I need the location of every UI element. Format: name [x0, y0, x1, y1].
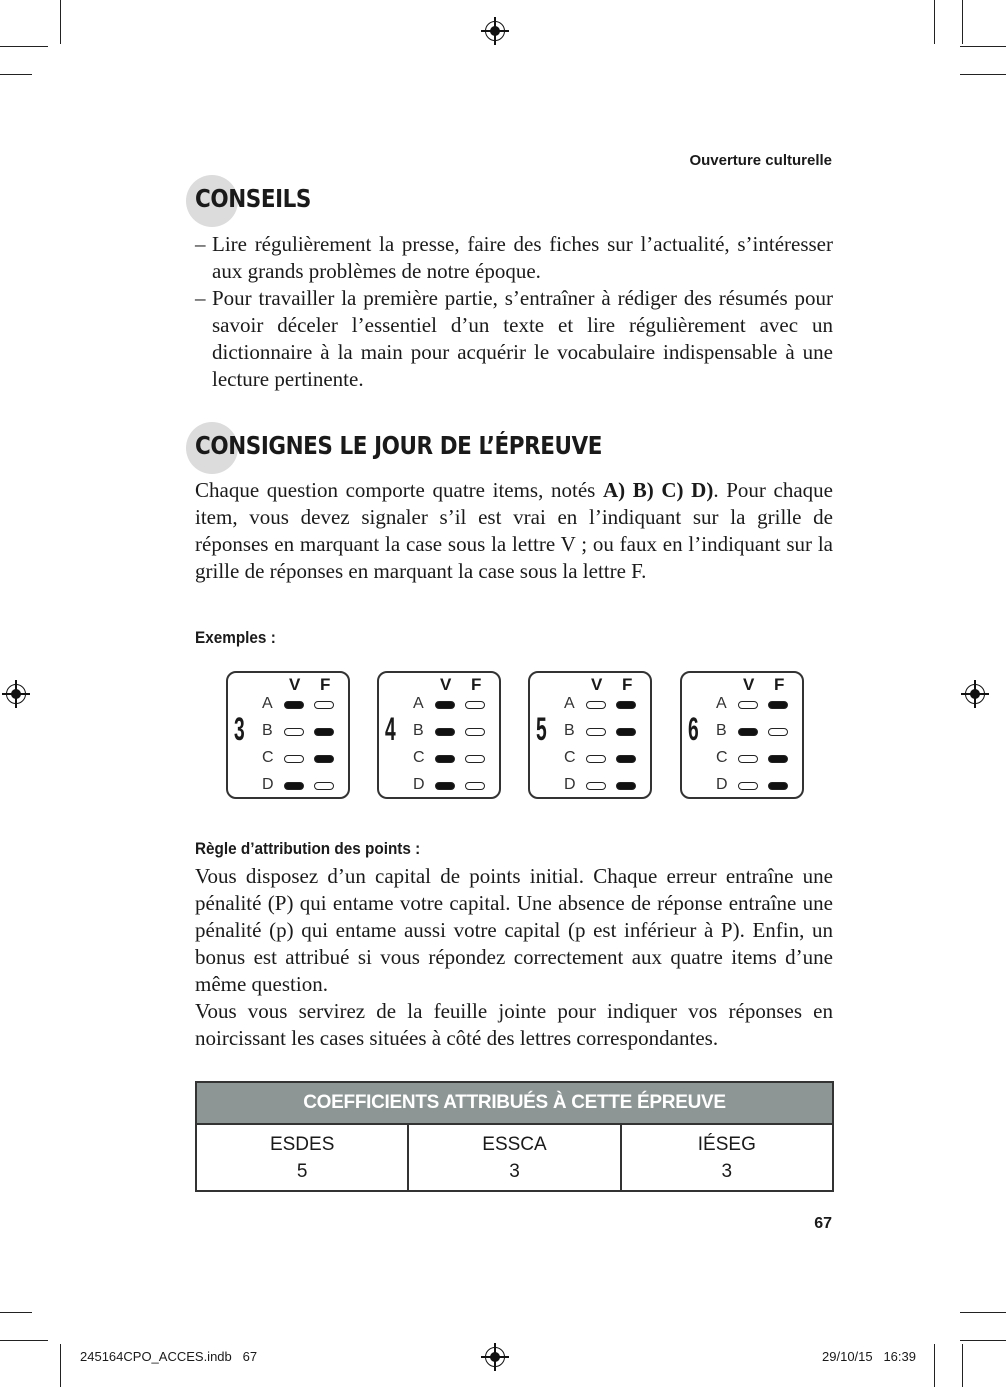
- page-number: 67: [814, 1215, 832, 1232]
- answer-oval-f: [314, 755, 334, 763]
- conseils-list: [195, 231, 833, 393]
- grid-row-letter: C: [564, 749, 576, 766]
- answer-oval-f: [616, 728, 636, 736]
- answer-oval-f: [616, 701, 636, 709]
- crop-mark: [960, 74, 1006, 75]
- answer-oval-v: [284, 782, 304, 790]
- answer-oval-v: [435, 728, 455, 736]
- grid-header-v: V: [743, 675, 755, 694]
- grid-row-letter: B: [564, 722, 575, 739]
- grid-row-letter: D: [716, 776, 728, 793]
- answer-oval-v: [586, 782, 606, 790]
- answer-oval-v: [586, 728, 606, 736]
- list-item: – Pour travailler la première partie, s’entraîner à rédiger des résumés pour savoir déceler l’essentiel d’un texte et lire régulièrement avec un dictionnaire à la main pour acquérir le vocabulaire indispensable à une lecture pertinente.: [195, 286, 833, 391]
- crop-mark: [934, 1344, 935, 1387]
- grid-header-f: F: [622, 675, 633, 694]
- crop-mark: [0, 1312, 32, 1313]
- crop-mark: [962, 1344, 963, 1387]
- footer-datetime: 29/10/15 16:39: [822, 1349, 916, 1364]
- list-item: – Lire régulièrement la presse, faire des fiches sur l’actualité, s’intéresser aux grands problèmes de notre époque.: [195, 232, 833, 283]
- grid-row-letter: D: [413, 776, 425, 793]
- grid-header-f: F: [774, 675, 785, 694]
- registration-mark-icon: [485, 21, 505, 41]
- answer-grid: [528, 671, 652, 799]
- regle-paragraph-2: Vous vous servirez de la feuille jointe pour indiquer vos réponses en noircissant les cases situées à côté des lettres correspondantes.: [195, 999, 833, 1050]
- answer-oval-v: [738, 755, 758, 763]
- grid-row-letter: C: [262, 749, 274, 766]
- registration-mark-icon: [6, 684, 26, 704]
- grid-row-letter: B: [262, 722, 273, 739]
- crop-mark: [0, 46, 48, 47]
- answer-grid: [377, 671, 501, 799]
- answer-oval-f: [768, 701, 788, 709]
- grid-header-v: V: [591, 675, 603, 694]
- answer-oval-v: [284, 755, 304, 763]
- answer-oval-v: [435, 701, 455, 709]
- answer-oval-v: [738, 701, 758, 709]
- answer-grid: [226, 671, 350, 799]
- registration-mark-icon: [965, 684, 985, 704]
- table-cell: IÉSEG 3: [621, 1124, 833, 1191]
- answer-oval-f: [616, 782, 636, 790]
- crop-mark: [60, 1344, 61, 1387]
- grid-row-letter: B: [413, 722, 424, 739]
- answer-oval-v: [435, 782, 455, 790]
- answer-grid: [680, 671, 804, 799]
- answer-oval-v: [586, 755, 606, 763]
- grid-row-letter: D: [564, 776, 576, 793]
- grid-question-number: 6: [688, 711, 699, 747]
- answer-oval-v: [435, 755, 455, 763]
- answer-oval-v: [586, 701, 606, 709]
- consignes-paragraph: Chaque question comporte quatre items, notés A) B) C) D). Pour chaque item, vous devez signaler s’il est vrai en l’indiquant sur la grille de réponses en marquant la case sous la lettre V ; ou faux en l’indiquant sur la grille de réponses en marquant la case sous la lettre F.: [195, 478, 833, 583]
- registration-mark-icon: [485, 1347, 505, 1367]
- regle-paragraph: Vous disposez d’un capital de points initial. Chaque erreur entraîne une pénalité (P) qui entame votre capital. Une absence de réponse entraîne une pénalité (p) qui entame aussi votre capital (p est inférieur à P). Enfin, un bonus est attribué si vous répondez correctement aux quatre items d’une même question.: [195, 864, 833, 996]
- answer-oval-v: [284, 728, 304, 736]
- answer-oval-f: [314, 782, 334, 790]
- regle-label: Règle d’attribution des points :: [195, 839, 421, 858]
- grid-header-v: V: [440, 675, 452, 694]
- grid-question-number: 3: [234, 711, 245, 747]
- consignes-title: CONSIGNES LE JOUR DE L’ÉPREUVE: [195, 431, 602, 460]
- answer-oval-f: [314, 701, 334, 709]
- answer-oval-v: [738, 728, 758, 736]
- answer-oval-f: [314, 728, 334, 736]
- answer-oval-f: [465, 701, 485, 709]
- grid-header-f: F: [320, 675, 331, 694]
- crop-mark: [934, 0, 935, 44]
- crop-mark: [960, 46, 1006, 47]
- answer-oval-f: [768, 755, 788, 763]
- exemples-label: Exemples :: [195, 628, 276, 647]
- grid-row-letter: C: [716, 749, 728, 766]
- answer-oval-f: [616, 755, 636, 763]
- table-cell: ESSCA 3: [408, 1124, 620, 1191]
- crop-mark: [960, 1340, 1006, 1341]
- grid-row-letter: A: [262, 695, 273, 712]
- grid-question-number: 5: [536, 711, 547, 747]
- grid-header-v: V: [289, 675, 301, 694]
- grid-row-letter: A: [564, 695, 575, 712]
- grid-row-letter: C: [413, 749, 425, 766]
- coefficients-table: [195, 1081, 834, 1192]
- grid-row-letter: B: [716, 722, 727, 739]
- grid-row-letter: D: [262, 776, 274, 793]
- crop-mark: [962, 0, 963, 44]
- running-header: Ouverture culturelle: [689, 152, 832, 169]
- crop-mark: [0, 74, 32, 75]
- grid-question-number: 4: [385, 711, 396, 747]
- answer-oval-f: [465, 755, 485, 763]
- coefficients-table-title: COEFFICIENTS ATTRIBUÉS À CETTE ÉPREUVE: [196, 1082, 833, 1124]
- answer-oval-v: [738, 782, 758, 790]
- crop-mark: [60, 0, 61, 44]
- crop-mark: [0, 1340, 48, 1341]
- answer-oval-f: [465, 782, 485, 790]
- table-cell: ESDES 5: [196, 1124, 408, 1191]
- grid-row-letter: A: [716, 695, 727, 712]
- crop-mark: [960, 1312, 1006, 1313]
- answer-oval-f: [465, 728, 485, 736]
- grid-header-f: F: [471, 675, 482, 694]
- grid-row-letter: A: [413, 695, 424, 712]
- answer-oval-v: [284, 701, 304, 709]
- answer-oval-f: [768, 782, 788, 790]
- footer-file: 245164CPO_ACCES.indb 67: [80, 1349, 258, 1364]
- answer-oval-f: [768, 728, 788, 736]
- conseils-title: CONSEILS: [195, 184, 311, 213]
